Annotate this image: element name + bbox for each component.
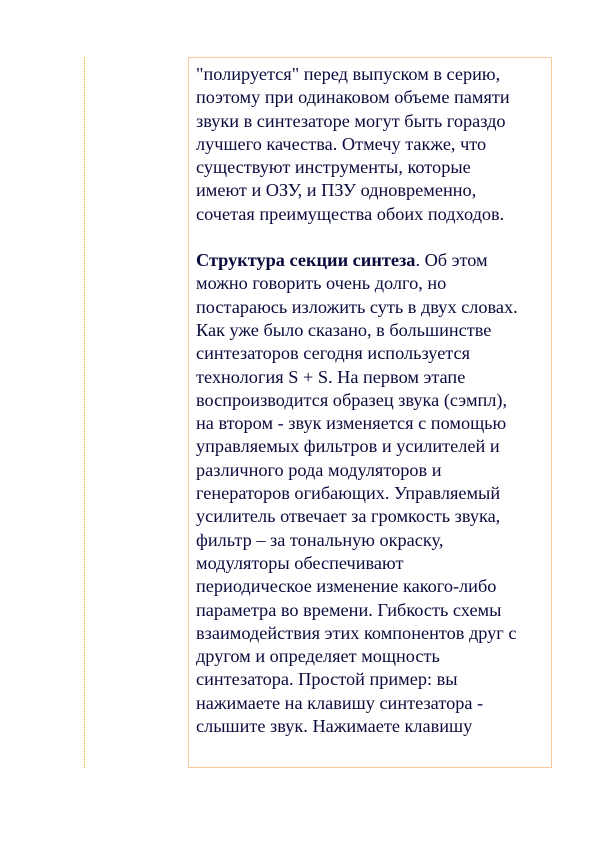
text-line: сочетая преимущества обоих подходов.	[196, 203, 505, 224]
text-line: модуляторы обеспечивают	[196, 552, 404, 573]
text-line-with-heading	[196, 249, 551, 272]
text-line: Как уже было сказано, в большинстве	[196, 319, 492, 340]
text-line: генераторов огибающих. Управляемый	[196, 483, 501, 504]
text-line: слышите звук. Нажимаете клавишу	[196, 716, 473, 737]
text-line: синтезаторов сегодня используется	[196, 343, 471, 364]
text-line: существуют инструменты, которые	[196, 157, 471, 178]
text-frame	[188, 57, 552, 768]
text-line: управляемых фильтров и усилителей и	[196, 436, 500, 457]
text-line: периодическое изменение какого-либо	[196, 576, 497, 597]
text-line: технология S + S. На первом этапе	[196, 366, 466, 387]
text-line: параметра во времени. Гибкость схемы	[196, 599, 502, 620]
text-line: на втором - звук изменяется с помощью	[196, 413, 507, 434]
text-line: имеют и ОЗУ, и ПЗУ одновременно,	[196, 180, 477, 201]
text-line: синтезатора. Простой пример: вы	[196, 669, 458, 690]
text-line: поэтому при одинаковом объеме памяти	[196, 87, 510, 108]
text-line: "полируется" перед выпуском в серию,	[196, 64, 501, 84]
heading-line-rest: . Об этом	[415, 250, 488, 271]
text-line: можно говорить очень долго, но	[196, 273, 447, 294]
paragraph-synthesis-structure	[196, 249, 551, 738]
section-heading: Структура секции синтеза	[196, 250, 416, 271]
text-line: воспроизводится образец звука (сэмпл),	[196, 389, 508, 410]
paragraph-storage	[196, 63, 551, 226]
text-line: другом и определяет мощность	[196, 646, 440, 667]
text-line: усилитель отвечает за громкость звука,	[196, 506, 501, 527]
text-line: звуки в синтезаторе могут быть гораздо	[196, 110, 506, 131]
margin-rule	[84, 57, 85, 768]
text-line: нажимаете на клавишу синтезатора -	[196, 692, 484, 713]
text-line: фильтр – за тональную окраску,	[196, 529, 444, 550]
text-line: различного рода модуляторов и	[196, 459, 442, 480]
text-line: постараюсь изложить суть в двух словах.	[196, 296, 518, 317]
text-line: взаимодействия этих компонентов друг с	[196, 622, 517, 643]
text-line: лучшего качества. Отмечу также, что	[196, 133, 487, 154]
